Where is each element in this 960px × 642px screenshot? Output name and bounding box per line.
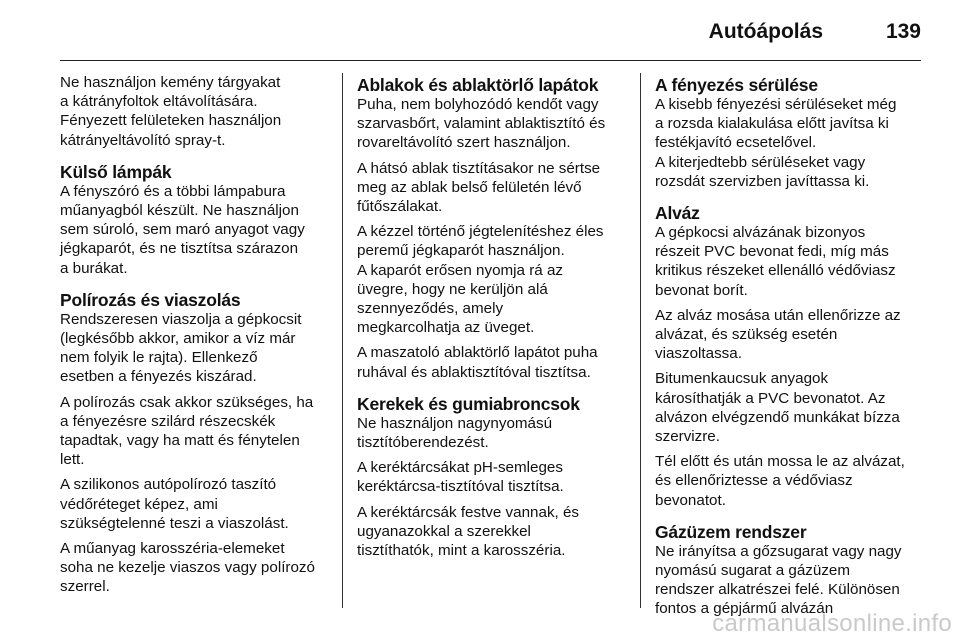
section-heading-gas-system: Gázüzem rendszer [655, 521, 807, 542]
section-heading-underbody: Alváz [655, 203, 700, 224]
column-divider [640, 73, 641, 608]
paragraph: A fényszóró és a többi lámpabura műanyagból készült. Ne használjon sem súroló, sem maró anyagot vagy jégkaparót, és ne tisztítsa szárazon a burákat. [60, 182, 305, 277]
paragraph: Puha, nem bolyhozódó kendőt vagy szarvasbőrt, valamint ablaktisztító és rovareltávolító szert használjon. [357, 96, 606, 152]
paragraph: Ne használjon kemény tárgyakat a kátrányfoltok eltávolítására. Fényezett felületeken használjon kátrányeltávolító spray-t. [60, 74, 282, 149]
paragraph: A kisebb fényezési sérüléseket még a rozsda kialakulása előtt javítsa ki festékjavító ecsetelővel. A kiterjedtebb sérüléseket vagy rozsdát szervizben javíttassa ki. [655, 96, 897, 190]
header-rule [60, 60, 921, 61]
page-title: Autóápolás [708, 20, 823, 43]
column-divider [342, 73, 343, 608]
paragraph: A keréktárcsák festve vannak, és ugyanazokkal a szerekkel tisztíthatók, mint a karosszéria. [357, 503, 580, 560]
paragraph: A gépkocsi alvázának bizonyos részeit PVC bevonat fedi, míg más kritikus részeket ellenálló védőviasz bevonat borít. [655, 224, 896, 299]
paragraph: Az alváz mosása után ellenőrizze az alvázat, és szükség esetén viaszoltassa. [655, 306, 901, 363]
paragraph: Ne irányítsa a gőzsugarat vagy nagy nyomású sugarat a gázüzem rendszer alkatrészei felé. Különösen fontos a gépjármű alvázán [655, 542, 902, 618]
section-heading-paint-damage: A fényezés sérülése [655, 75, 818, 95]
watermark: carmanualsonline.info [712, 610, 952, 637]
column-right [655, 73, 927, 625]
section-heading-windows: Ablakok és ablaktörlő lapátok [357, 75, 599, 95]
paragraph: A műanyag karosszéria-elemeket soha ne kezelje viaszos vagy polírozó szerrel. [60, 540, 315, 596]
section-heading-wheels: Kerekek és gumiabroncsok [357, 393, 580, 414]
paragraph: Ne használjon nagynyomású tisztítóberendezést. [357, 414, 553, 452]
paragraph: Tél előtt és után mossa le az alvázat, és ellenőriztesse a védőviasz bevonatot. [655, 453, 905, 509]
paragraph: A kézzel történő jégtelenítéshez éles peremű jégkaparót használjon. A kaparót erősen nyomja rá az üvegre, hogy ne kerüljön alá szennyeződés, amely megkarcolhatja az üveget. [357, 223, 604, 337]
paragraph: A polírozás csak akkor szükséges, ha a fényezésre szilárd részecskék tapadtak, vagy ha matt és fénytelen lett. [60, 393, 314, 469]
section-heading-polishing: Polírozás és viaszolás [60, 289, 241, 310]
paragraph: A keréktárcsákat pH-semleges keréktárcsa-tisztítóval tisztítsa. [357, 459, 564, 496]
paragraph: Rendszeresen viaszolja a gépkocsit (legkésőbb akkor, amikor a víz már nem folyik le rajta). Ellenkező esetben a fényezés kiszárad. [60, 310, 302, 386]
paragraph: A szilikonos autópolírozó taszító védőréteget képez, ami szükségtelenné teszi a viaszolást. [60, 476, 289, 532]
paragraph: Bitumenkaucsuk anyagok károsíthatják a PVC bevonatot. Az alvázon elvégzendő munkákat bízza szervizre. [655, 370, 900, 446]
paragraph: A hátsó ablak tisztításakor ne sértse meg az ablak belső felületén lévő fűtőszálakat. [357, 159, 601, 216]
section-heading-exterior-lamps: Külső lámpák [60, 161, 172, 182]
column-left [60, 73, 332, 603]
paragraph: A maszatoló ablaktörlő lapátot puha ruhával és ablaktisztítóval tisztítsa. [357, 344, 598, 381]
page-number: 139 [885, 20, 921, 43]
column-middle [357, 73, 629, 566]
